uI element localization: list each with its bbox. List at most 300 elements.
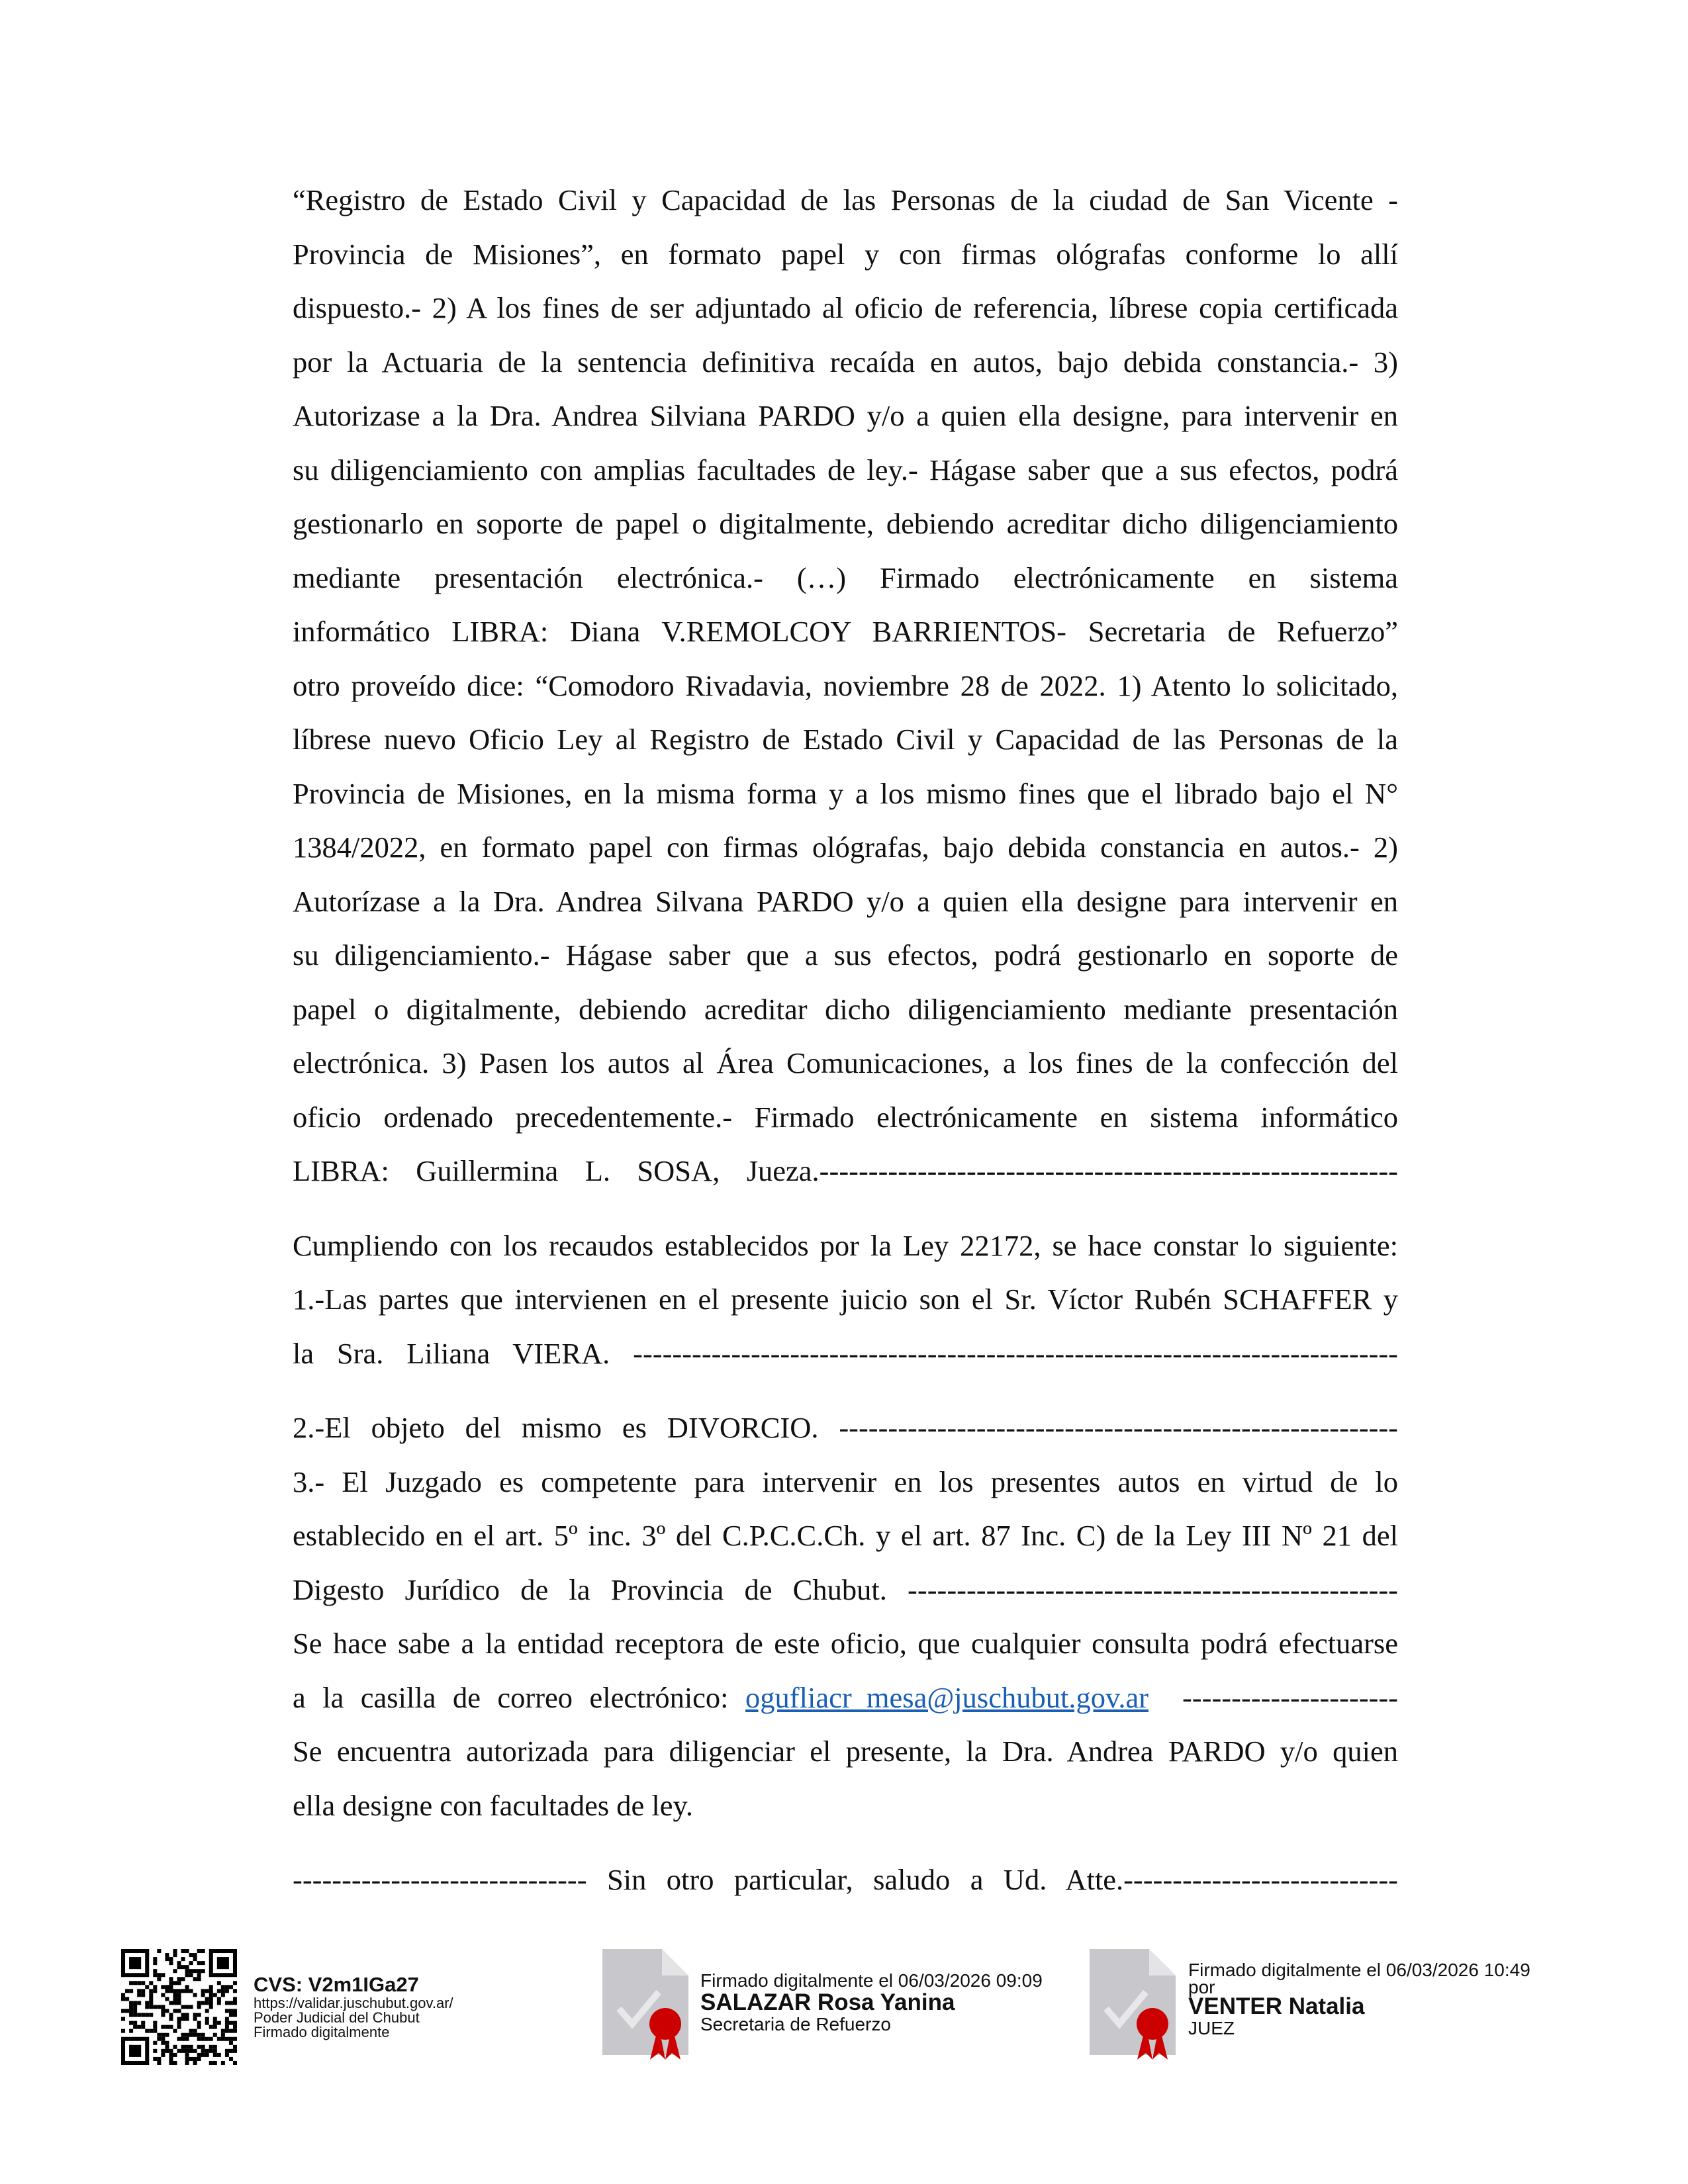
qr-module [161, 2025, 165, 2029]
qr-module [173, 1989, 177, 1993]
qr-finder [129, 2045, 141, 2057]
qr-module [161, 2013, 165, 2017]
line-text: ---------------------- [1149, 1680, 1398, 1714]
qr-module [213, 2049, 217, 2053]
qr-module [153, 2057, 157, 2061]
qr-module [213, 2017, 217, 2021]
qr-module [225, 2017, 229, 2021]
qr-module [189, 2033, 193, 2037]
text-line [293, 1671, 1398, 1725]
qr-module [133, 1981, 137, 1985]
qr-module [181, 1965, 185, 1969]
qr-module [221, 2037, 225, 2041]
qr-module [181, 2037, 185, 2041]
qr-module [193, 2049, 197, 2053]
qr-module [153, 2029, 157, 2033]
qr-module [173, 2001, 177, 2005]
qr-module [149, 1989, 153, 1993]
qr-module [185, 2057, 189, 2061]
qr-module [213, 2061, 217, 2065]
qr-module [209, 2049, 213, 2053]
qr-module [137, 1989, 141, 1993]
qr-module [129, 2021, 133, 2025]
qr-module [169, 1957, 173, 1961]
qr-module [185, 1985, 189, 1989]
text-line: “Registro de Estado Civil y Capacidad de las Personas de la ciudad de San Vicente - [293, 183, 1398, 216]
qr-module [229, 2021, 233, 2025]
signed-note: Firmado digitalmente [254, 2024, 390, 2040]
qr-module [189, 1961, 193, 1965]
qr-module [161, 2009, 165, 2013]
qr-module [165, 2033, 169, 2037]
qr-module [213, 2025, 217, 2029]
qr-module [149, 1997, 153, 2001]
qr-module [201, 2033, 205, 2037]
qr-module [149, 2013, 153, 2017]
qr-module [129, 2009, 133, 2013]
qr-module [145, 2013, 149, 2017]
qr-module [177, 1961, 181, 1965]
qr-module [137, 1993, 141, 1997]
text-line: por la Actuaria de la sentencia definitiva recaída en autos, bajo debida constancia.- 3) [293, 345, 1398, 379]
qr-module [133, 2013, 137, 2017]
qr-module [153, 1961, 157, 1965]
text-line: Se hace sabe a la entidad receptora de este oficio, que cualquier consulta podrá efectuarse [293, 1627, 1398, 1660]
qr-module [153, 2005, 157, 2009]
qr-module [189, 1973, 193, 1977]
signed-date: Firmado digitalmente el 06/03/2026 10:49 [1188, 1960, 1530, 1980]
digital-signature-seal-icon [596, 1946, 695, 2062]
qr-module [197, 2037, 201, 2041]
qr-module [145, 2029, 149, 2033]
qr-module [129, 2001, 133, 2005]
qr-module [165, 2025, 169, 2029]
qr-module [193, 2057, 197, 2061]
qr-module [233, 2029, 237, 2033]
qr-module [129, 2005, 133, 2009]
text-line: oficio ordenado precedentemente.- Firmado electrónicamente en sistema informático [293, 1100, 1398, 1134]
qr-module [181, 1949, 185, 1953]
qr-module [221, 2029, 225, 2033]
qr-module [197, 2033, 201, 2037]
qr-module [169, 1989, 173, 1993]
qr-module [193, 2061, 197, 2065]
text-line: informático LIBRA: Diana V.REMOLCOY BARRIENTOS- Secretaria de Refuerzo” [293, 615, 1398, 648]
qr-module [205, 2001, 209, 2005]
qr-module [161, 2005, 165, 2009]
qr-module [181, 1989, 185, 1993]
qr-module [173, 1993, 177, 1997]
qr-module [197, 1949, 201, 1953]
qr-module [161, 1985, 165, 1989]
signature-block-salazar [700, 1971, 1043, 2034]
qr-module [169, 2053, 173, 2057]
qr-module [213, 2045, 217, 2049]
qr-module [157, 2005, 161, 2009]
qr-module [233, 2045, 237, 2049]
organization: Poder Judicial del Chubut [254, 2009, 420, 2026]
qr-module [157, 2057, 161, 2061]
qr-module [193, 2013, 197, 2017]
qr-module [197, 2025, 201, 2029]
paragraph [293, 173, 1398, 1199]
qr-module [137, 1981, 141, 1985]
qr-module [177, 1977, 181, 1981]
qr-module [229, 2037, 233, 2041]
qr-module [133, 2001, 137, 2005]
qr-module [185, 2037, 189, 2041]
qr-module [185, 2053, 189, 2057]
qr-module [193, 1993, 197, 1997]
line-text: a la casilla de correo electrónico: [293, 1680, 746, 1714]
signed-date: Firmado digitalmente el 06/03/2026 09:09 [700, 1970, 1043, 1991]
qr-module [173, 2053, 177, 2057]
qr-module [141, 2025, 145, 2029]
qr-module [217, 1981, 221, 1985]
qr-module [189, 1953, 193, 1957]
qr-module [197, 2045, 201, 2049]
qr-module [145, 2005, 149, 2009]
qr-module [173, 1981, 177, 1985]
qr-module [217, 1997, 221, 2001]
qr-module [161, 2033, 165, 2037]
qr-module [177, 1981, 181, 1985]
qr-module [205, 2053, 209, 2057]
qr-module [225, 2001, 229, 2005]
text-line: Digesto Jurídico de la Provincia de Chubut. -------------------------------------------------- [293, 1572, 1398, 1606]
qr-module [205, 2009, 209, 2013]
qr-module [201, 1969, 205, 1973]
signer-name: VENTER Natalia [1188, 1993, 1365, 2019]
qr-module [209, 2005, 213, 2009]
qr-module [213, 2021, 217, 2025]
qr-module [193, 1977, 197, 1981]
digital-signature-seal-icon [1083, 1946, 1182, 2062]
qr-module [165, 1989, 169, 1993]
qr-module [201, 1961, 205, 1965]
qr-module [169, 2057, 173, 2061]
qr-module [145, 2001, 149, 2005]
text-line: su diligenciamiento.- Hágase saber que a sus efectos, podrá gestionarlo en soporte de [293, 938, 1398, 972]
qr-module [221, 1985, 225, 1989]
qr-module [157, 1977, 161, 1981]
qr-module [201, 2053, 205, 2057]
qr-module [121, 2017, 125, 2021]
qr-module [193, 2017, 197, 2021]
qr-module [169, 1961, 173, 1965]
qr-module [233, 2049, 237, 2053]
text-line: papel o digitalmente, debiendo acreditar dicho diligenciamiento mediante presentación [293, 992, 1398, 1026]
qr-module [233, 1989, 237, 1993]
qr-module [193, 1953, 197, 1957]
qr-module [209, 1997, 213, 2001]
qr-module [161, 2041, 165, 2045]
qr-module [217, 2021, 221, 2025]
qr-module [129, 2029, 133, 2033]
qr-module [149, 1981, 153, 1985]
qr-module [205, 2049, 209, 2053]
qr-module [225, 2025, 229, 2029]
qr-module [229, 1985, 233, 1989]
qr-module [221, 2033, 225, 2037]
qr-module [233, 2025, 237, 2029]
validation-url[interactable]: https://validar.juschubut.gov.ar/ [254, 1995, 453, 2011]
qr-module [181, 2005, 185, 2009]
qr-module [173, 1949, 177, 1953]
text-line: mediante presentación electrónica.- (…) Firmado electrónicamente en sistema [293, 561, 1398, 594]
cvs-code: CVS: V2m1IGa27 [254, 1973, 419, 1996]
paragraph [293, 1401, 1398, 1833]
qr-module [181, 2033, 185, 2037]
qr-module [209, 1993, 213, 1997]
qr-module [185, 2061, 189, 2065]
qr-module [165, 1957, 169, 1961]
qr-finder [217, 1957, 229, 1969]
qr-module [189, 2029, 193, 2033]
qr-module [193, 1957, 197, 1961]
qr-module [153, 2041, 157, 2045]
qr-module [197, 1961, 201, 1965]
qr-module [225, 2037, 229, 2041]
qr-module [149, 2029, 153, 2033]
qr-module [185, 2013, 189, 2017]
qr-module [173, 2029, 177, 2033]
qr-module [157, 1973, 161, 1977]
qr-module [233, 2061, 237, 2065]
qr-module [189, 2057, 193, 2061]
qr-module [197, 1977, 201, 1981]
text-line: establecido en el art. 5º inc. 3º del C.P.C.C.Ch. y el art. 87 Inc. C) de la Ley III Nº 21 del [293, 1519, 1398, 1552]
qr-module [169, 2001, 173, 2005]
qr-module [173, 2045, 177, 2049]
qr-module [205, 2021, 209, 2025]
qr-module [229, 2057, 233, 2061]
qr-module [209, 2001, 213, 2005]
qr-module [229, 2009, 233, 2013]
qr-module [201, 2037, 205, 2041]
qr-module [233, 2013, 237, 2017]
qr-module [185, 1965, 189, 1969]
qr-module [149, 1993, 153, 1997]
qr-module [169, 2017, 173, 2021]
qr-module [225, 2029, 229, 2033]
qr-module [201, 1993, 205, 1997]
qr-module [229, 2013, 233, 2017]
qr-module [201, 2045, 205, 2049]
qr-module [153, 1957, 157, 1961]
qr-module [169, 2013, 173, 2017]
qr-module [129, 2013, 133, 2017]
qr-module [177, 2017, 181, 2021]
qr-module [193, 2033, 197, 2037]
qr-module [217, 2037, 221, 2041]
text-line: 1.-Las partes que intervienen en el presente juicio son el Sr. Víctor Rubén SCHAFFER y [293, 1283, 1398, 1316]
qr-module [161, 2037, 165, 2041]
qr-module [209, 1989, 213, 1993]
qr-module [185, 1989, 189, 1993]
qr-module [169, 1985, 173, 1989]
qr-module [221, 1993, 225, 1997]
qr-module [185, 1973, 189, 1977]
text-line: LIBRA: Guillermina L. SOSA, Jueza.----------------------------------------------------------- [293, 1154, 1398, 1187]
qr-module [217, 1989, 221, 1993]
qr-module [189, 2005, 193, 2009]
qr-module [233, 2021, 237, 2025]
qr-module [221, 1989, 225, 1993]
qr-module [197, 2001, 201, 2005]
text-line: Autorízase a la Dra. Andrea Silvana PARDO y/o a quien ella designe para intervenir en [293, 884, 1398, 918]
qr-module [225, 2021, 229, 2025]
qr-module [229, 2041, 233, 2045]
text-line: líbrese nuevo Oficio Ley al Registro de Estado Civil y Capacidad de las Personas de la [293, 723, 1398, 756]
qr-module [193, 2029, 197, 2033]
qr-module [233, 1981, 237, 1985]
qr-module [217, 2001, 221, 2005]
qr-module [133, 2005, 137, 2009]
qr-module [165, 1953, 169, 1957]
qr-module [129, 1981, 133, 1985]
qr-module [153, 1985, 157, 1989]
qr-module [161, 2053, 165, 2057]
qr-module [209, 2037, 213, 2041]
qr-module [177, 2001, 181, 2005]
qr-module [233, 1997, 237, 2001]
document-body [293, 173, 1398, 1907]
qr-finder [129, 1957, 141, 1969]
text-line: ella designe con facultades de ley. [293, 1788, 694, 1822]
qr-module [149, 2005, 153, 2009]
qr-module [173, 2009, 177, 2013]
qr-module [177, 2049, 181, 2053]
qr-module [157, 2033, 161, 2037]
qr-module [229, 2001, 233, 2005]
qr-module [197, 1973, 201, 1977]
qr-module [173, 1969, 177, 1973]
qr-module [121, 1997, 125, 2001]
qr-module [209, 2045, 213, 2049]
text-line: 3.- El Juzgado es competente para intervenir en los presentes autos en virtud de lo [293, 1465, 1398, 1498]
text-line: gestionarlo en soporte de papel o digitalmente, debiendo acreditar dicho diligenciamiento [293, 507, 1398, 540]
qr-module [225, 2053, 229, 2057]
qr-module [121, 1993, 125, 1997]
qr-module [165, 2045, 169, 2049]
qr-module [205, 1997, 209, 2001]
qr-module [177, 1993, 181, 1997]
qr-module [201, 2001, 205, 2005]
qr-module [125, 1997, 129, 2001]
qr-module [121, 2009, 125, 2013]
qr-module [197, 2013, 201, 2017]
qr-module [141, 1981, 145, 1985]
qr-module [169, 1977, 173, 1981]
qr-module [181, 1957, 185, 1961]
text-line: Provincia de Misiones, en la misma forma y a los mismo fines que el librado bajo el N° [293, 776, 1398, 810]
qr-module [141, 2013, 145, 2017]
qr-module [169, 2049, 173, 2053]
qr-module [213, 2053, 217, 2057]
email-link[interactable]: ogufliacr_mesa@juschubut.gov.ar [745, 1680, 1149, 1714]
qr-module [161, 2049, 165, 2053]
qr-module [177, 2021, 181, 2025]
qr-module [125, 2009, 129, 2013]
qr-module [137, 2013, 141, 2017]
qr-module [205, 1989, 209, 1993]
qr-module [129, 1989, 133, 1993]
qr-module [177, 1989, 181, 1993]
qr-module [197, 1969, 201, 1973]
qr-module [233, 2009, 237, 2013]
signer-role: JUEZ [1188, 2018, 1235, 2038]
qr-module [201, 1949, 205, 1953]
qr-module [197, 2005, 201, 2009]
signature-block-venter [1188, 1960, 1530, 2038]
qr-module [185, 2049, 189, 2053]
qr-module [165, 2049, 169, 2053]
qr-module [137, 2025, 141, 2029]
qr-module [141, 1993, 145, 1997]
text-line: otro proveído dice: “Comodoro Rivadavia, noviembre 28 de 2022. 1) Atento lo solicitado, [293, 668, 1398, 702]
qr-module [153, 2021, 157, 2025]
qr-module [185, 2017, 189, 2021]
qr-module [229, 2049, 233, 2053]
qr-module [177, 2025, 181, 2029]
qr-module [173, 2061, 177, 2065]
qr-module [213, 1993, 217, 1997]
qr-module [217, 2053, 221, 2057]
signer-name: SALAZAR Rosa Yanina [700, 1989, 955, 2015]
qr-module [201, 2049, 205, 2053]
qr-module [225, 1985, 229, 1989]
por-label: por [1188, 1977, 1215, 1997]
qr-module [185, 2045, 189, 2049]
qr-module [185, 1949, 189, 1953]
text-line: ------------------------------ Sin otro particular, saludo a Ud. Atte.---------------------------- [293, 1863, 1398, 1896]
qr-module [169, 2025, 173, 2029]
qr-module [177, 2009, 181, 2013]
qr-module [173, 1997, 177, 2001]
qr-module [141, 1989, 145, 1993]
qr-module [157, 1949, 161, 1953]
qr-module [153, 2025, 157, 2029]
qr-module [181, 2049, 185, 2053]
qr-module [125, 1989, 129, 1993]
qr-module [209, 2025, 213, 2029]
qr-module [149, 2001, 153, 2005]
text-line: Se encuentra autorizada para diligenciar el presente, la Dra. Andrea PARDO y/o quien [293, 1735, 1398, 1768]
text-line: 2.-El objeto del mismo es DIVORCIO. --------------------------------------------------------- [293, 1411, 1398, 1444]
text-line: la Sra. Liliana VIERA. ------------------------------------------------------------------------------ [293, 1336, 1398, 1370]
qr-module [205, 2017, 209, 2021]
qr-module [145, 1985, 149, 1989]
qr-module [229, 2029, 233, 2033]
qr-module [213, 2033, 217, 2037]
text-line: su diligenciamiento con amplias facultades de ley.- Hágase saber que a sus efectos, podrá [293, 453, 1398, 486]
qr-module [181, 2013, 185, 2017]
qr-module [177, 1965, 181, 1969]
qr-module [153, 1969, 157, 1973]
qr-module [205, 2037, 209, 2041]
qr-module [173, 1953, 177, 1957]
qr-module [209, 2061, 213, 2065]
qr-module [221, 2061, 225, 2065]
qr-module [185, 2005, 189, 2009]
qr-module [133, 2021, 137, 2025]
qr-module [185, 2033, 189, 2037]
qr-module [201, 1989, 205, 1993]
qr-module [169, 2061, 173, 2065]
qr-module [141, 2021, 145, 2025]
qr-module [153, 1989, 157, 1993]
